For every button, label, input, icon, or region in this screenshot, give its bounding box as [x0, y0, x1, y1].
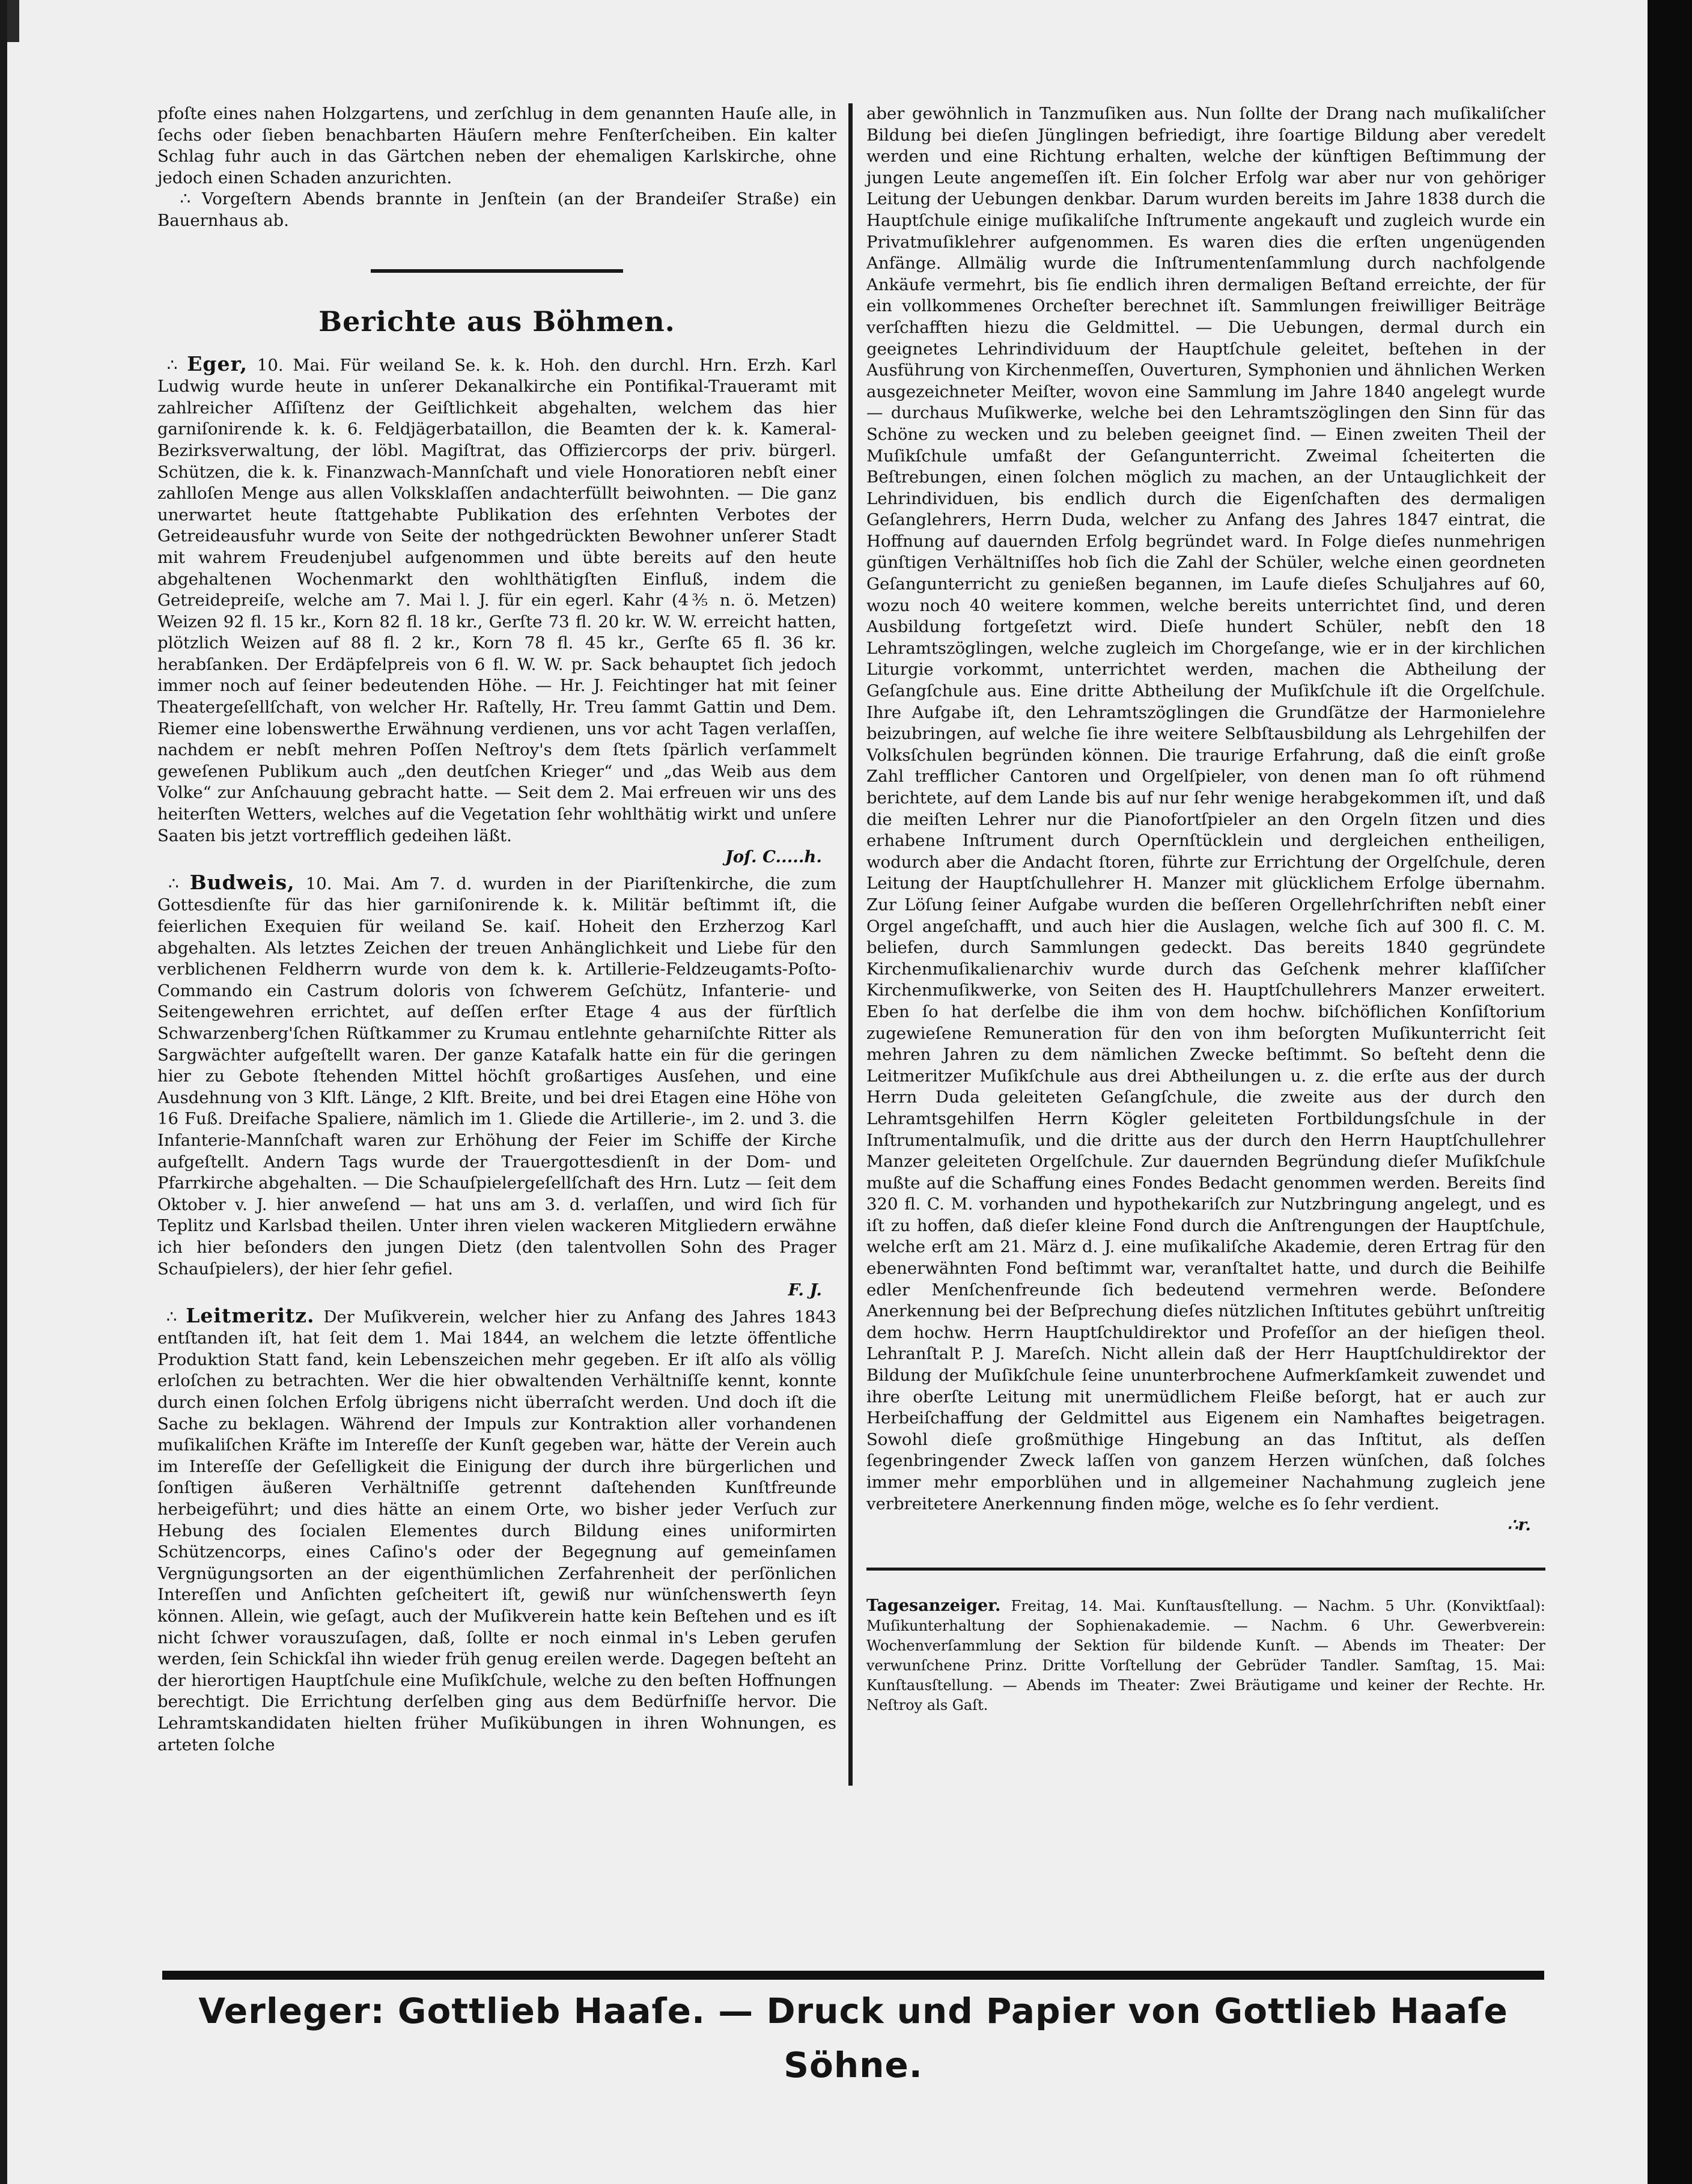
- publisher-imprint: Verleger: Gottlieb Haaſe. — Druck und Papier von Gottlieb Haaſe Söhne.: [198, 1991, 1508, 2085]
- report-signature: ∴r.: [1507, 1515, 1531, 1535]
- report-mark: ∴: [168, 874, 179, 893]
- tagesanzeiger-rule: [866, 1568, 1545, 1571]
- report-place: Budweis,: [189, 870, 295, 894]
- report-text: 10. Mai. Am 7. d. wurden in der Piariſtenkirche, die zum Gottesdienſte für das hier garniſonirende k. k. Militär beſtimmt iſt, die feierlichen Exequien für weiland Se. kaiſ. Hoheit den Erzherzog Karl abgehalten. Als letztes Zeichen der treuen Anhänglichkeit und Liebe für den verblichenen Feldherrn wurde von dem k. k. Artillerie-Feldzeugamts-Poſto-Commando ein Castrum doloris von ſchwerem Geſchütz, Infanterie- und Seitengewehren errichtet, auf deſſen erſter Etage 4 aus der fürſtlich Schwarzenberg'ſchen Rüſtkammer zu Krumau entlehnte geharniſchte Ritter als Sargwächter aufgeſtellt waren. Der ganze Katafalk hatte ein für die geringen hier zu Gebote ſtehenden Mittel höchſt großartiges Ausſehen, und eine Ausdehnung von 3 Klft. Länge, 2 Klft. Breite, und bei drei Etagen eine Höhe von 16 Fuß. Dreifache Spaliere, nämlich im 1. Gliede die Artillerie-, im 2. und 3. die Infanterie-Mannſchaft waren zur Erhöhung der Feier im Schiffe der Kirche aufgeſtellt. Andern Tags wurde der Trauergottesdienſt in der Dom- und Pfarrkirche abgehalten. — Die Schauſpielergeſellſchaft des Hrn. Lutz — ſeit dem Oktober v. J. hier anweſend — hat uns am 3. d. verlaſſen, und wird ſich für Teplitz und Karlsbad theilen. Unter ihren vielen wackeren Mitgliedern erwähne ich hier beſonders den jungen Dietz (den talentvollen Sohn des Prager Schauſpielers), der hier ſehr gefiel.: [157, 874, 836, 1279]
- scan-corner-shadow: [7, 0, 19, 42]
- scan-left-edge: [0, 0, 7, 2184]
- tagesanzeiger-label: Tagesanzeiger.: [866, 1596, 1001, 1615]
- tagesanzeiger-text: Freitag, 14. Mai. Kunſtausſtellung. — Nachm. 5 Uhr. (Konviktſaal): Muſikunterhaltung der Sophienakademie. — Nachm. 6 Uhr. Gewerbverein: Wochenverſammlung der Sektion für bildende Kunſt. — Abends im Theater: Der verwunſchene Prinz. Dritte Vorſtellung der Gebrüder Tandler. Samſtag, 15. Mai: Kunſtausſtellung. — Abends im Theater: Zwei Bräutigame und keiner der Rechte. Hr. Neſtroy als Gaſt.: [866, 1597, 1545, 1714]
- report-signature: Joſ. C.....h.: [725, 847, 822, 867]
- report-budweis: [157, 872, 836, 1280]
- report-mark: ∴: [166, 355, 178, 375]
- opening-paragraph: pfoſte eines nahen Holzgartens, und zerſchlug in dem genannten Hauſe alle, in ſechs oder ſieben benachbarten Häuſern mehre Fenſterſcheiben. Ein kalter Schlag fuhr auch in das Gärtchen neben der ehemaligen Karlskirche, ohne jedoch einen Schaden anzurichten.: [157, 104, 836, 187]
- left-column: [157, 103, 836, 1756]
- column-divider: [848, 103, 853, 1786]
- right-column: [866, 103, 1545, 1715]
- report-place: Eger,: [187, 351, 248, 376]
- scan-right-edge: [1648, 0, 1692, 2184]
- report-mark: ∴: [166, 1307, 177, 1327]
- report-text: Der Muſikverein, welcher hier zu Anfang des Jahres 1843 entſtanden iſt, hat ſeit dem 1. Mai 1844, an welchem die letzte öffentliche Produktion Statt fand, kein Lebenszeichen mehr gegeben. Er iſt alſo als völlig erloſchen zu betrachten. Wer die hier obwaltenden Verhältniſſe kennt, konnte durch einen ſolchen Erfolg übrigens nicht überraſcht werden. Und doch iſt die Sache zu beklagen. Während der Impuls zur Kontraktion aller vorhandenen muſikaliſchen Kräfte im Intereſſe der Kunſt gegeben war, hätte der Verein auch im Intereſſe der Geſelligkeit die Einigung der durch ihre bürgerlichen und ſonſtigen äußeren Verhältniſſe getrennt daſtehenden Kunſtfreunde herbeigeführt; und dies hätte an einem Orte, wo bisher jeder Verſuch zur Hebung des ſocialen Elementes durch Bildung eines uniformirten Schützencorps, eines Caſino's oder der Begegnung auf gemeinſamen Vergnügungsorten an der eigenthümlichen Zerfahrenheit der perſönlichen Intereſſen und Anſichten geſcheitert iſt, gewiß nur wünſchenswerth ſeyn können. Allein, wie geſagt, auch der Muſikverein hatte kein Beſtehen und es iſt nicht ſchwer vorauszuſagen, daß, ſollte er noch einmal in's Leben gerufen werden, ſein Schickſal ihn wieder früh genug ereilen werde. Dagegen beſteht an der hierortigen Hauptſchule eine Muſikſchule, welche zu den beſten Hoffnungen berechtigt. Die Errichtung derſelben ging aus dem Bedürfniſſe hervor. Die Lehramtskandidaten hielten früher Muſikübungen in ihren Wohnungen, es arteten ſolche: [157, 1307, 836, 1754]
- continuation-paragraph: aber gewöhnlich in Tanzmuſiken aus. Nun ſollte der Drang nach muſikaliſcher Bildung bei dieſen Jünglingen befriedigt, ihre ſoartige Bildung aber veredelt werden und eine Richtung erhalten, welche der künftigen Beſtimmung der jungen Leute angemeſſen iſt. Ein ſolcher Erfolg war aber nur von gehöriger Leitung der Uebungen denkbar. Darum wurden bereits im Jahre 1838 durch die Hauptſchule einige muſikaliſche Inſtrumente angekauft und zugleich wurde ein Privatmuſiklehrer aufgenommen. Es waren dies die erſten ungenügenden Anfänge. Allmälig wurde die Inſtrumentenſammlung durch nachfolgende Ankäufe vermehrt, bis ſie endlich ihren dermaligen Beſtand erreichte, der für ein vollkommenes Orcheſter berechnet iſt. Sammlungen freiwilliger Beiträge verſchafften hiezu die Geldmittel. — Die Uebungen, dermal durch ein geeignetes Lehrindividuum der Hauptſchule geleitet, beſtehen in der Ausführung von Kirchenmeſſen, Ouverturen, Symphonien und ähnlichen Werken ausgezeichneter Meiſter, wovon eine Sammlung im Jahre 1840 angelegt wurde — durchaus Muſikwerke, welche bei den Lehramtszöglingen den Sinn für das Schöne zu wecken und zu beleben geeignet ſind. — Einen zweiten Theil der Muſikſchule umfaßt der Geſangunterricht. Zweimal ſcheiterten die Beſtrebungen, einen ſolchen möglich zu machen, an der Untauglichkeit der Lehrindividuen, bis endlich durch die Eigenſchaften des dermaligen Geſanglehrers, Herrn Duda, welcher zu Anfang des Jahres 1847 eintrat, die Hoffnung auf dauernden Erfolg begründet ward. In Folge dieſes nunmehrigen günſtigen Verhältniſſes hob ſich die Zahl der Schüler, welche einen geordneten Geſangunterricht zu genießen begannen, im Laufe dieſes Schuljahres auf 60, wozu noch 40 weitere kommen, welche bereits unterrichtet ſind, und deren Ausbildung fortgeſetzt wird. Dieſe hundert Schüler, nebſt den 18 Lehramtszöglingen, welche zugleich im Chorgeſange, wie er in der kirchlichen Liturgie vorkommt, unterrichtet werden, machen die Abtheilung der Geſangſchule aus. Eine dritte Abtheilung der Muſikſchule iſt die Orgelſchule. Ihre Aufgabe iſt, den Lehramtszöglingen die Grundſätze der Harmonielehre beizubringen, auf welche ſie ihre weitere Selbſtausbildung als Lehrgehilfen der Volksſchulen begründen können. Die traurige Erfahrung, daß die einſt große Zahl trefflicher Cantoren und Orgelſpieler, von denen man ſo oft rühmend berichtete, auf dem Lande bis auf nur ſehr wenige herabgekommen iſt, und daß die meiſten Lehrer nur die Pianofortſpieler an den Orgeln ſitzen und dies erhabene Inſtrument durch Opernſtücklein und dergleichen entheiligen, wodurch aber die Andacht ſtoren, führte zur Errichtung der Orgelſchule, deren Leitung der Hauptſchullehrer H. Manzer mit glücklichem Erfolge übernahm. Zur Löſung ſeiner Aufgabe wurden die beſſeren Orgellehrſchriften nebſt einer Orgel angeſchafft, und auch hier die Auslagen, welche ſich auf 300 fl. C. M. beliefen, durch Sammlungen gedeckt. Das bereits 1840 gegründete Kirchenmuſikalienarchiv wurde durch das Geſchenk mehrer klaſſiſcher Kirchenmuſikwerke, von Seiten des H. Hauptſchullehrers Manzer erweitert. Eben ſo hat derſelbe die ihm von dem hochw. biſchöflichen Konſiſtorium zugewieſene Remuneration für den von ihm beſorgten Muſikunterricht ſeit mehren Jahren zu dem nämlichen Zwecke beſtimmt. So beſteht denn die Leitmeritzer Muſikſchule aus drei Abtheilungen u. z. die erſte aus der durch Herrn Duda geleiteten Geſangſchule, die zweite aus der durch den Lehramtsgehilfen Herrn Kögler geleiteten Fortbildungsſchule in der Inſtrumentalmuſik, und die dritte aus der durch den Herrn Hauptſchullehrer Manzer geleiteten Orgelſchule. Zur dauernden Begründung dieſer Muſikſchule mußte auf die Schaffung eines Fondes Bedacht genommen werden. Bereits ſind 320 fl. C. M. vorhanden und hypothekariſch zur Nutzbringung angelegt, und es iſt zu hoffen, daß dieſer kleine Fond durch die Anſtrengungen der Hauptſchule, welche erſt am 21. März d. J. eine muſikaliſche Akademie, deren Ertrag für den ebenerwähnten Fond beſtimmt war, veranſtaltet hatte, und durch die Beihilfe edler Menſchenfreunde ſich bedeutend vermehren werde. Beſondere Anerkennung bei der Beſprechung dieſes nützlichen Inſtitutes gebührt unſtreitig dem hochw. Herrn Hauptſchuldirektor und Profeſſor an der hieſigen theol. Lehranſtalt P. J. Mareſch. Nicht allein daß der Herr Hauptſchuldirektor der Bildung der Muſikſchule ſeine ununterbrochene Aufmerkſamkeit zuwendet und ihre oberſte Leitung mit unermüdlichem Fleiße beſorgt, hat er auch zur Herbeiſchaffung der Geldmittel aus Eigenem ein Namhaftes beigetragen. Sowohl dieſe großmüthige Hingebung an das Inſtitut, als deſſen ſegenbringender Zweck laſſen von ganzem Herzen wünſchen, daß ſolches immer mehr emporblühen und in allgemeiner Nachahmung zugleich jene verbreitetere Anerkennung finden möge, welche es ſo ſehr verdient.: [866, 104, 1545, 1513]
- section-rule: [371, 269, 623, 273]
- report-signature: F. J.: [788, 1280, 822, 1300]
- report-text: 10. Mai. Für weiland Se. k. k. Hoh. den durchl. Hrn. Erzh. Karl Ludwig wurde heute in unſerer Dekanalkirche ein Pontifikal-Traueramt mit zahlreicher Aſſiſtenz der Geiſtlichkeit abgehalten, welchem das hier garniſonirende k. k. 6. Feldjägerbataillon, die Beamten der k. k. Kameral-Bezirksverwaltung, der löbl. Magiſtrat, das Offiziercorps der priv. bürgerl. Schützen, die k. k. Finanzwach-Mannſchaft und viele Honoratioren nebſt einer zahlloſen Menge aus allen Volksklaſſen andachterfüllt beiwohnten. — Die ganz unerwartet heute ſtattgehabte Publikation des erſehnten Verbotes der Getreideausfuhr wurde von Seite der nothgedrückten Bewohner unſerer Stadt mit wahrem Freudenjubel aufgenommen und übte bereits auf den heute abgehaltenen Wochenmarkt den wohlthätigſten Einfluß, indem die Getreidepreiſe, welche am 7. Mai l. J. für ein egerl. Kahr (4⅗ n. ö. Metzen) Weizen 92 fl. 15 kr., Korn 82 fl. 18 kr., Gerſte 73 fl. 20 kr. W. W. erreicht hatten, plötzlich Weizen auf 88 fl. 2 kr., Korn 78 fl. 45 kr., Gerſte 65 fl. 36 kr. herabſanken. Der Erdäpfelpreis von 6 fl. W. W. pr. Sack behauptet ſich jedoch immer noch auf ſeiner bedeutenden Höhe. — Hr. J. Feichtinger hat mit ſeiner Theatergeſellſchaft, von welcher Hr. Raſtelly, Hr. Treu ſammt Gattin und Dem. Riemer eine lobenswerthe Erwähnung verdienen, uns vor acht Tagen verlaſſen, nachdem er nebſt mehren Poſſen Neſtroy's dem ſtets ſpärlich verſammelt geweſenen Publikum auch „den deutſchen Krieger“ und „das Weib aus dem Volke“ zur Anſchauung gebracht hatte. — Seit dem 2. Mai erfreuen wir uns des heiterſten Wetters, welches auf die Vegetation ſehr wohlthätig wirkt und unſere Saaten bis jetzt vortrefflich gedeihen läßt.: [157, 355, 837, 845]
- brief-text: Vorgeſtern Abends brannte in Jenſtein (an der Brandeiſer Straße) ein Bauernhaus ab.: [157, 189, 836, 230]
- brief-mark: ∴: [180, 189, 191, 209]
- report-eger: [157, 353, 836, 847]
- report-leitmeritz: [157, 1305, 836, 1756]
- brief-paragraph: [157, 189, 836, 231]
- tagesanzeiger: [866, 1596, 1545, 1715]
- section-heading: Berichte aus Böhmen.: [318, 305, 675, 338]
- report-place: Leitmeritz.: [186, 1303, 315, 1327]
- footer-rule: [162, 1971, 1544, 1980]
